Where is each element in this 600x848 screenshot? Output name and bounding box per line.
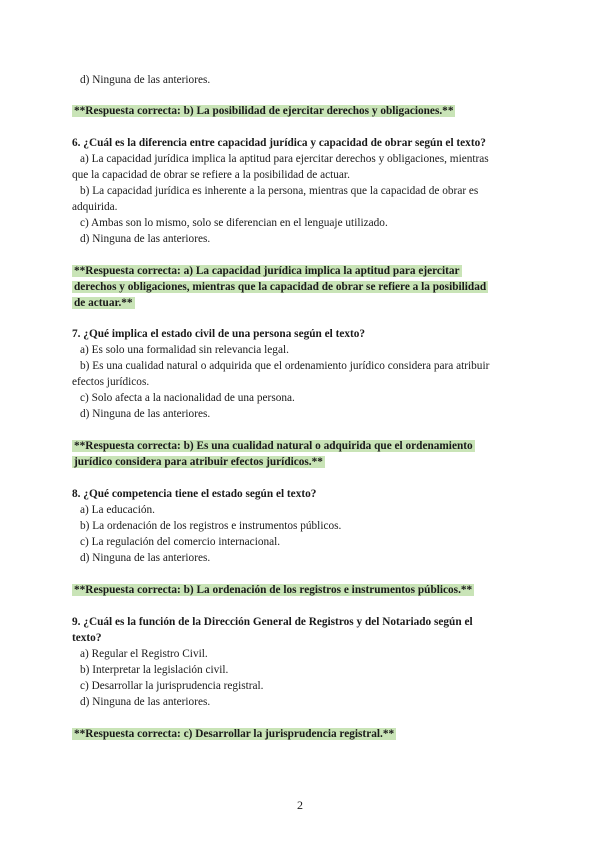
answer-option: a) Regular el Registro Civil. (80, 648, 208, 660)
correct-answer-highlight: jurídico considera para atribuir efectos jurídicos.** (74, 456, 323, 468)
correct-answer-line (72, 583, 474, 599)
question-line (72, 631, 101, 647)
question-text: 8. ¿Qué competencia tiene el estado según el texto? (72, 488, 317, 500)
answer-option: a) La educación. (80, 504, 155, 516)
question-line (72, 487, 316, 503)
answer-option: a) La capacidad jurídica implica la aptitud para ejercitar derechos y obligaciones, mientras (80, 153, 489, 165)
correct-answer-highlight: **Respuesta correcta: c) Desarrollar la jurisprudencia registral.** (74, 728, 395, 740)
answer-option: c) Solo afecta a la nacionalidad de una persona. (80, 392, 295, 404)
answer-option: d) Ninguna de las anteriores. (80, 408, 211, 420)
question-text: 9. ¿Cuál es la función de la Dirección General de Registros y del Notariado según el (72, 616, 473, 628)
correct-answer-line (72, 439, 475, 455)
correct-answer-line (72, 264, 462, 280)
answer-option: d) Ninguna de las anteriores. (80, 74, 211, 86)
answer-option: c) Desarrollar la jurisprudencia registral. (80, 680, 264, 692)
correct-answer-highlight: **Respuesta correcta: b) La ordenación de los registros e instrumentos públicos.** (74, 584, 473, 596)
answer-option: b) La ordenación de los registros e instrumentos públicos. (80, 520, 342, 532)
question-line (72, 136, 486, 152)
correct-answer-highlight: derechos y obligaciones, mientras que la capacidad de obrar se refiere a la posibilidad (74, 281, 487, 293)
correct-answer-line (72, 455, 325, 471)
page-number: 2 (297, 798, 303, 812)
answer-option: d) Ninguna de las anteriores. (80, 233, 211, 245)
answer-option: b) Es una cualidad natural o adquirida que el ordenamiento jurídico considera para atribuir (80, 360, 490, 372)
correct-answer-line (72, 280, 488, 296)
correct-answer-highlight: **Respuesta correcta: a) La capacidad jurídica implica la aptitud para ejercitar (74, 265, 460, 277)
question-text: 7. ¿Qué implica el estado civil de una persona según el texto? (72, 328, 366, 340)
question-text: 6. ¿Cuál es la diferencia entre capacidad jurídica y capacidad de obrar según el texto? (72, 137, 486, 149)
answer-option: c) Ambas son lo mismo, solo se diferencian en el lenguaje utilizado. (80, 217, 388, 229)
correct-answer-highlight: **Respuesta correcta: b) La posibilidad de ejercitar derechos y obligaciones.** (74, 105, 454, 117)
correct-answer-line (72, 727, 396, 743)
answer-option: d) Ninguna de las anteriores. (80, 696, 211, 708)
answer-option: d) Ninguna de las anteriores. (80, 552, 211, 564)
answer-option: b) Interpretar la legislación civil. (80, 664, 229, 676)
answer-option-continuation: que la capacidad de obrar se refiere a la posibilidad de actuar. (72, 169, 350, 181)
correct-answer-highlight: **Respuesta correcta: b) Es una cualidad natural o adquirida que el ordenamiento (74, 440, 473, 452)
question-line (72, 327, 365, 343)
question-text: texto? (72, 632, 102, 644)
question-line (72, 615, 473, 631)
correct-answer-line (72, 104, 455, 120)
answer-option-continuation: adquirida. (72, 201, 118, 213)
answer-option: b) La capacidad jurídica es inherente a la persona, mientras que la capacidad de obrar es (80, 185, 479, 197)
correct-answer-highlight: de actuar.** (74, 297, 133, 309)
answer-option-continuation: efectos jurídicos. (72, 376, 150, 388)
answer-option: a) Es solo una formalidad sin relevancia legal. (80, 344, 289, 356)
correct-answer-line (72, 296, 135, 312)
answer-option: c) La regulación del comercio internacional. (80, 536, 281, 548)
